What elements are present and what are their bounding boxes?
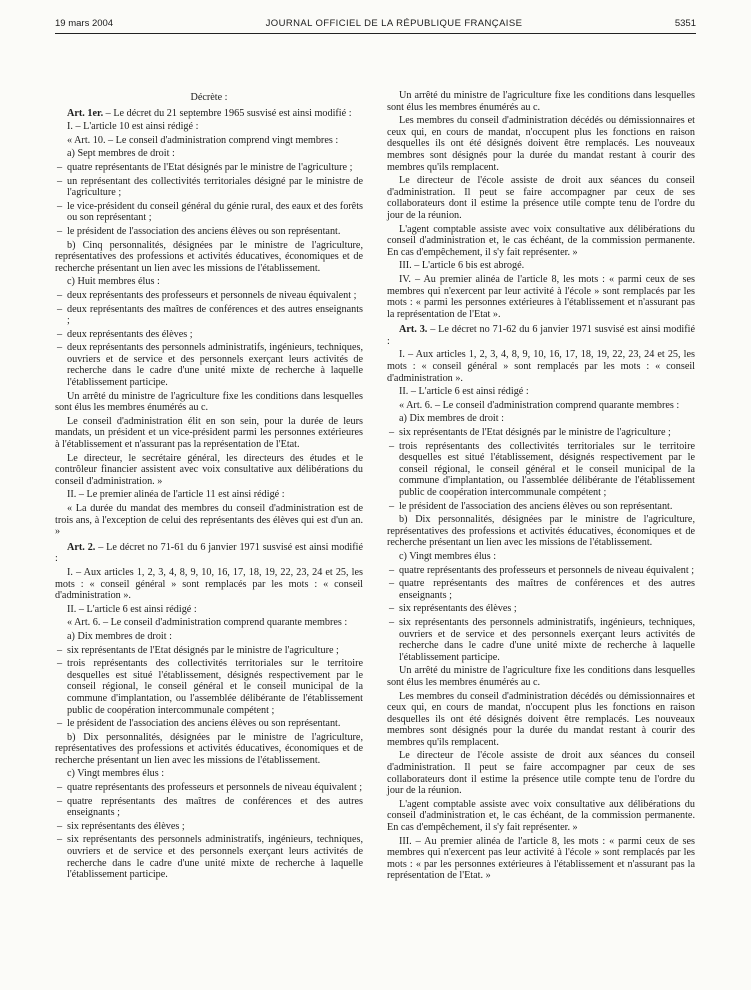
article-number: Art. 2. xyxy=(67,541,96,553)
paragraph xyxy=(387,115,695,173)
paragraph-text: « Art. 6. – Le conseil d'administration comprend quarante membres : xyxy=(67,617,348,629)
paragraph-text: deux représentants des élèves ; xyxy=(67,328,193,340)
paragraph-text: quatre représentants de l'Etat désignés par le ministre de l'agriculture ; xyxy=(67,161,353,173)
paragraph-text: – Le décret no 71-61 du 6 janvier 1971 susvisé est ainsi modifié : xyxy=(55,541,363,565)
paragraph xyxy=(387,665,695,688)
article-heading xyxy=(55,542,363,565)
paragraph-text: le vice-président du conseil général du génie rural, des eaux et des forêts ou son représentant ; xyxy=(67,200,363,224)
paragraph-text: Le conseil d'administration élit en son sein, pour la durée de leurs mandats, un président et un vice-président parmi les personnes extérieures à l'établissement et n'assurant pas la représentation de l'Etat. xyxy=(55,415,363,451)
list-item xyxy=(387,501,695,513)
paragraph-text: trois représentants des collectivités territoriales sur le territoire desquelles est situé l'établissement, désignés respectivement par le conseil régional, le conseil général et le conseil municipal de la commune d'implantation, ou l'assemblée délibérante de l'établissement public de coopération intercommunale compétent ; xyxy=(67,658,363,716)
paragraph-text: six représentants de l'Etat désignés par le ministre de l'agriculture ; xyxy=(67,644,339,656)
header-page-number: 5351 xyxy=(674,17,696,29)
paragraph-text: IV. – Au premier alinéa de l'article 8, les mots : « parmi ceux de ses membres qui n'exercent par leur activité à l'école » sont remplacés par les mots : « parmi les personnes extérieures à l'établissement et n'assurant pas la représentation de l'Etat ». xyxy=(387,273,695,320)
paragraph xyxy=(55,732,363,767)
list-item xyxy=(55,176,363,199)
paragraph xyxy=(387,90,695,113)
decree-heading xyxy=(55,92,363,104)
paragraph xyxy=(55,489,363,501)
paragraph xyxy=(55,135,363,147)
paragraph xyxy=(55,631,363,643)
paragraph-text: a) Dix membres de droit : xyxy=(67,630,172,642)
paragraph-text: c) Vingt membres élus : xyxy=(67,768,165,780)
article-number: Art. 3. xyxy=(399,324,428,336)
paragraph-text: a) Dix membres de droit : xyxy=(399,413,504,425)
paragraph xyxy=(55,453,363,488)
paragraph-text: II. – Le premier alinéa de l'article 11 est ainsi rédigé : xyxy=(67,489,285,501)
paragraph xyxy=(387,260,695,272)
paragraph-text: Le directeur, le secrétaire général, les directeurs des études et le contrôleur financier assistent avec voix consultative aux délibérations du conseil d'administration. » xyxy=(55,452,363,487)
list-item xyxy=(387,565,695,577)
list-item xyxy=(387,603,695,615)
paragraph xyxy=(387,691,695,749)
list-item xyxy=(55,329,363,341)
paragraph xyxy=(387,386,695,398)
list-item xyxy=(55,304,363,327)
paragraph-text: Le directeur de l'école assiste de droit aux séances du conseil d'administration. Il peut se faire accompagner par ceux de ses collaborateurs dont il estime la présence utile compte tenu de l'ordre du jour de la réunion. xyxy=(387,750,695,797)
list-item xyxy=(55,201,363,224)
paragraph-text: un représentant des collectivités territoriales désigné par le ministre de l'agriculture ; xyxy=(67,175,363,199)
paragraph-text: c) Vingt membres élus : xyxy=(399,550,497,562)
paragraph xyxy=(55,503,363,538)
paragraph xyxy=(55,240,363,275)
paragraph xyxy=(55,276,363,288)
paragraph-text: a) Sept membres de droit : xyxy=(67,148,175,160)
paragraph xyxy=(387,514,695,549)
paragraph-text: six représentants des personnels administratifs, ingénieurs, techniques, ouvriers et de service et des personnels exerçant leurs activités de recherche dans le cadre d'une unité mixte de recherche à laquelle l'établissement participe. xyxy=(67,834,363,881)
paragraph-text: – Le décret du 21 septembre 1965 susvisé est ainsi modifié : xyxy=(103,107,352,119)
paragraph-text: quatre représentants des maîtres de conférences et des autres enseignants ; xyxy=(399,578,695,601)
paragraph-text: III. – Au premier alinéa de l'article 8, les mots : « parmi ceux de ses membres qui n'exercent pas leur activité à l'école » sont remplacés par les mots : « par les personnes extérieures à l'établissement et n'assurant pas la représentation de l'Etat. » xyxy=(387,835,695,882)
header-journal-title: JOURNAL OFFICIEL DE LA RÉPUBLIQUE FRANÇAISE xyxy=(265,17,523,29)
list-item xyxy=(387,427,695,439)
list-item xyxy=(55,782,363,794)
paragraph-text: I. – Aux articles 1, 2, 3, 4, 8, 9, 10, 16, 17, 18, 19, 22, 23, 24 et 25, les mots : « conseil général » sont remplacés par les mots : « conseil d'administration ». xyxy=(55,566,363,602)
running-header xyxy=(55,16,696,30)
list-item xyxy=(55,290,363,302)
paragraph-text: Les membres du conseil d'administration décédés ou démissionnaires et ceux qui, en cours de mandat, n'occupent plus les fonctions en raison desquelles ils ont été désignés doivent être remplacés. Les nouveaux membres sont désignés pour la durée du mandat restant à courir des membres qu'ils remplacent. xyxy=(387,690,695,748)
paragraph-text: deux représentants des professeurs et personnels de niveau équivalent ; xyxy=(67,289,357,301)
paragraph xyxy=(55,567,363,602)
right-column xyxy=(387,90,695,884)
paragraph-text: Décrète : xyxy=(190,92,228,103)
paragraph-text: six représentants des personnels administratifs, ingénieurs, techniques, ouvriers et de service et des personnels exerçant leurs activités de recherche dans le cadre d'une unité mixte de recherche à laquelle l'établissement participe. xyxy=(399,616,695,663)
paragraph xyxy=(387,551,695,563)
list-item xyxy=(55,834,363,880)
paragraph-text: b) Cinq personnalités, désignées par le ministre de l'agriculture, représentatives des professions et activités éducatives, économiques et de recherche présentant un lien avec les missions de l'établissement. xyxy=(55,239,363,274)
paragraph-text: b) Dix personnalités, désignées par le ministre de l'agriculture, représentatives des professions et activités éducatives, économiques et de recherche présentant un lien avec les missions de l'établissement. xyxy=(387,514,695,549)
paragraph-text: six représentants des élèves ; xyxy=(67,820,185,832)
paragraph-text: quatre représentants des professeurs et personnels de niveau équivalent ; xyxy=(67,782,363,794)
paragraph-text: le président de l'association des anciens élèves ou son représentant. xyxy=(67,718,341,730)
list-item xyxy=(55,658,363,716)
paragraph-text: L'agent comptable assiste avec voix consultative aux délibérations du conseil d'administration et, le cas échéant, de la commission permanente. En cas d'empêchement, il s'y fait représenter. » xyxy=(387,798,695,834)
list-item xyxy=(55,821,363,833)
paragraph-text: six représentants des élèves ; xyxy=(399,603,517,615)
paragraph-text: b) Dix personnalités, désignées par le ministre de l'agriculture, représentatives des professions et activités éducatives, économiques et de recherche présentant un lien avec les missions de l'établissement. xyxy=(55,731,363,766)
paragraph-text: L'agent comptable assiste avec voix consultative aux délibérations du conseil d'administration et, le cas échéant, de la commission permanente. En cas d'empêchement, il s'y fait représenter. » xyxy=(387,223,695,258)
paragraph xyxy=(387,750,695,796)
paragraph-text: « La durée du mandat des membres du conseil d'administration est de trois ans, à l'exception de celui des représentants des élèves qui est d'un an. » xyxy=(55,503,363,538)
paragraph-text: quatre représentants des maîtres de conférences et des autres enseignants ; xyxy=(67,795,363,819)
paragraph-text: Le directeur de l'école assiste de droit aux séances du conseil d'administration. Il peut se faire accompagner par ceux de ses collaborateurs dont il estime la présence utile compte tenu de l'ordre du jour de la réunion. xyxy=(387,175,695,221)
paragraph xyxy=(387,413,695,425)
paragraph-text: « Art. 6. – Le conseil d'administration comprend quarante membres : xyxy=(399,399,680,411)
paragraph-text: Un arrêté du ministre de l'agriculture fixe les conditions dans lesquelles sont élus les membres énumérés au c. xyxy=(55,390,363,414)
paragraph-text: – Le décret no 71-62 du 6 janvier 1971 susvisé est ainsi modifié : xyxy=(387,324,695,347)
left-column xyxy=(55,92,363,883)
paragraph xyxy=(55,121,363,133)
paragraph-text: III. – L'article 6 bis est abrogé. xyxy=(399,260,525,272)
article-number: Art. 1er. xyxy=(67,107,104,119)
paragraph xyxy=(55,391,363,414)
paragraph xyxy=(387,274,695,320)
list-item xyxy=(387,441,695,499)
list-item xyxy=(387,617,695,663)
paragraph-text: deux représentants des personnels administratifs, ingénieurs, techniques, ouvriers et de service et des personnels exerçant leurs activités de recherche dans le cadre d'une unité mixte de recherche à laquelle l'établissement participe. xyxy=(67,342,363,389)
paragraph-text: deux représentants des maîtres de conférences et des autres enseignants ; xyxy=(67,303,363,327)
header-rule xyxy=(55,33,696,34)
paragraph-text: le président de l'association des anciens élèves ou son représentant. xyxy=(399,500,673,512)
paragraph xyxy=(55,768,363,780)
paragraph-text: trois représentants des collectivités territoriales sur le territoire desquelles est situé l'établissement, désignés respectivement par le conseil régional, le conseil général et le conseil municipal de la commune d'implantation, ou l'assemblée délibérante de l'établissement public de coopération intercommunale compétent ; xyxy=(399,440,695,498)
paragraph xyxy=(387,799,695,834)
paragraph-text: Les membres du conseil d'administration décédés ou démissionnaires et ceux qui, en cours de mandat, n'occupent plus les fonctions en raison desquelles ils ont été désignés doivent être remplacés. Les nouveaux membres sont désignés pour la durée du mandat restant à courir des membres qu'ils remplacent. xyxy=(387,115,695,173)
paragraph xyxy=(387,349,695,384)
paragraph xyxy=(387,224,695,259)
list-item xyxy=(55,645,363,657)
paragraph-text: le président de l'association des anciens élèves ou son représentant. xyxy=(67,225,341,237)
paragraph-text: I. – Aux articles 1, 2, 3, 4, 8, 9, 10, 16, 17, 18, 19, 22, 23, 24 et 25, les mots : « conseil général » sont remplacés par les mots : « conseil d'administration ». xyxy=(387,349,695,384)
list-item xyxy=(387,578,695,601)
paragraph xyxy=(55,617,363,629)
paragraph xyxy=(55,416,363,451)
list-item xyxy=(55,162,363,174)
paragraph-text: « Art. 10. – Le conseil d'administration comprend vingt membres : xyxy=(67,134,339,146)
paragraph-text: Un arrêté du ministre de l'agriculture fixe les conditions dans lesquelles sont élus les membres énumérés au c. xyxy=(387,90,695,113)
paragraph-text: II. – L'article 6 est ainsi rédigé : xyxy=(399,386,529,398)
paragraph-text: II. – L'article 6 est ainsi rédigé : xyxy=(67,603,197,615)
list-item xyxy=(55,718,363,730)
paragraph xyxy=(387,400,695,412)
header-date: 19 mars 2004 xyxy=(55,17,114,29)
paragraph-text: six représentants de l'Etat désignés par le ministre de l'agriculture ; xyxy=(399,427,671,439)
list-item xyxy=(55,796,363,819)
paragraph-text: quatre représentants des professeurs et personnels de niveau équivalent ; xyxy=(399,564,695,576)
paragraph xyxy=(55,148,363,160)
paragraph xyxy=(55,604,363,616)
paragraph xyxy=(387,836,695,882)
article-heading xyxy=(55,108,363,120)
paragraph-text: c) Huit membres élus : xyxy=(67,276,160,288)
article-heading xyxy=(387,324,695,347)
paragraph xyxy=(387,175,695,221)
list-item xyxy=(55,226,363,238)
paragraph-text: Un arrêté du ministre de l'agriculture fixe les conditions dans lesquelles sont élus les membres énumérés au c. xyxy=(387,665,695,688)
paragraph-text: I. – L'article 10 est ainsi rédigé : xyxy=(67,121,199,133)
list-item xyxy=(55,342,363,388)
